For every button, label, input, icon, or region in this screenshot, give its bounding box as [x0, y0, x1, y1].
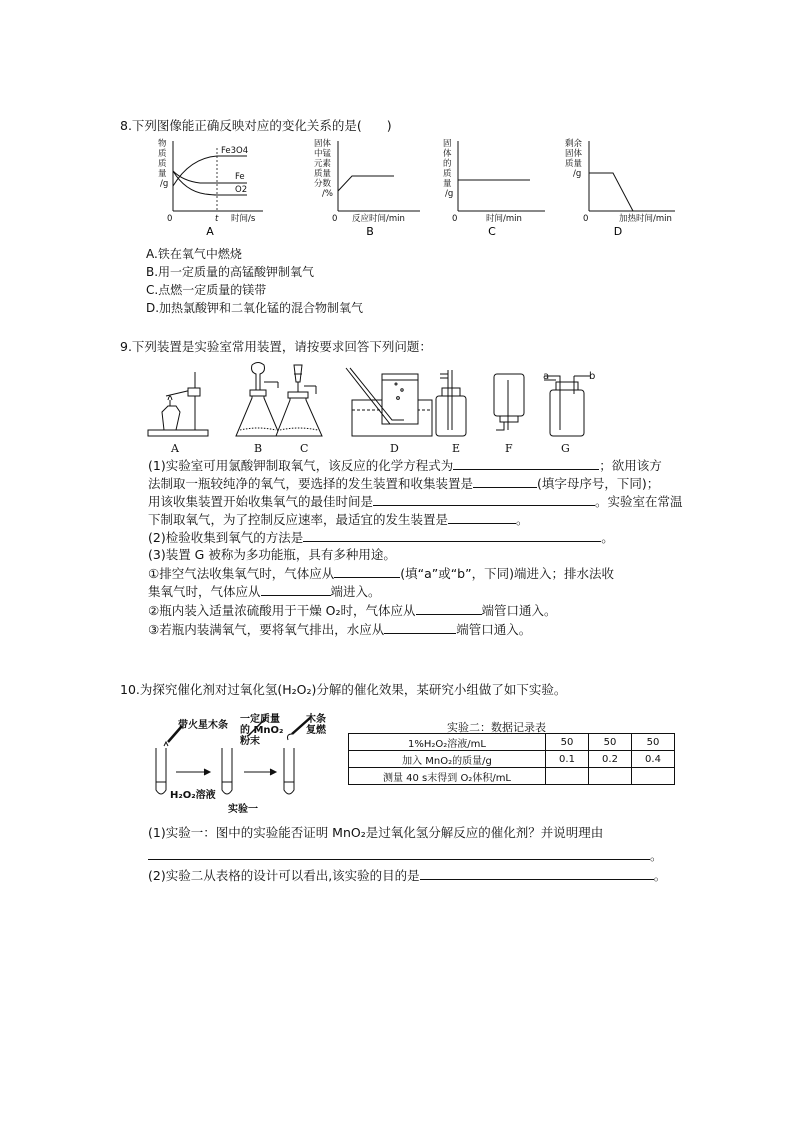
graph-b-ylabel-5: /% — [322, 189, 333, 199]
graph-a-ylabel-4: /g — [160, 179, 169, 189]
table-cell: 1%H₂O₂溶液/mL — [349, 734, 546, 751]
table-cell: 50 — [632, 734, 675, 751]
answer-blank-best-time[interactable] — [373, 492, 595, 506]
graph-b-ylabel-1: 中锰 — [314, 149, 332, 159]
graph-c-xlabel: 时间/min — [486, 214, 522, 224]
graph-b-ylabel-0: 固体 — [314, 139, 332, 149]
apparatus-label-c: C — [300, 442, 309, 455]
graph-c — [440, 136, 550, 238]
table-row — [349, 734, 675, 751]
table-cell[interactable] — [546, 768, 589, 785]
q9-line-9: ②瓶内装入适量浓硫酸用于干燥 O₂时，气体应从 端管口通入。 — [148, 603, 557, 618]
graph-a-origin: 0 — [167, 214, 173, 224]
graph-b-xlabel: 反应时间/min — [352, 214, 405, 224]
apparatus-d — [346, 368, 432, 436]
graph-d-ylabel-1: 固体 — [565, 149, 583, 159]
answer-blank-reason[interactable] — [148, 846, 650, 860]
graph-c-letter: C — [488, 225, 496, 238]
graph-c-ylabel-5: /g — [445, 189, 454, 199]
answer-blank-test-method[interactable] — [303, 528, 601, 542]
q9-line-3: 用该收集装置开始收集氧气的最佳时间是 。实验室在常温 — [148, 494, 683, 509]
q8-option-c[interactable]: C.点燃一定质量的镁带 — [146, 283, 267, 297]
q9-line-6: (3)装置 G 被称为多功能瓶，具有多种用途。 — [148, 547, 396, 562]
table-title: 实验二：数据记录表 — [447, 721, 546, 734]
graph-a-t: t — [215, 214, 219, 224]
experiment-one — [152, 712, 342, 815]
graph-d-ylabel-0: 剩余 — [565, 139, 583, 149]
q9-line-2: 法制取一瓶较纯净的氧气，要选择的发生装置和收集装置是 (填字母序号，下同)； — [148, 476, 660, 491]
exp1-caption: 实验一 — [228, 804, 258, 815]
q10-line-3: (2)实验二从表格的设计可以看出,该实验的目的是 。 — [148, 868, 667, 883]
graph-d-origin: 0 — [583, 214, 589, 224]
table-cell[interactable] — [589, 768, 632, 785]
graph-c-ylabel-0: 固 — [443, 139, 452, 149]
graph-c-ylabel-4: 量 — [443, 179, 452, 189]
graph-a-letter: A — [206, 225, 214, 238]
q10-line-1: (1)实验一：图中的实验能否证明 MnO₂是过氧化氢分解反应的催化剂？并说明理由 — [148, 825, 604, 840]
graph-d-xlabel: 加热时间/min — [619, 214, 672, 224]
table-cell: 0.4 — [632, 751, 675, 768]
q8-stem: 8.下列图像能正确反映对应的变化关系的是( ) — [120, 118, 392, 133]
apparatus-label-b: B — [254, 442, 263, 455]
apparatus-a — [148, 372, 208, 436]
graph-a-xlabel: 时间/s — [231, 214, 256, 224]
apparatus-g — [544, 376, 590, 436]
graph-b-ylabel-3: 质量 — [314, 169, 332, 179]
q8-option-b[interactable]: B.用一定质量的高锰酸钾制氧气 — [146, 265, 315, 279]
answer-blank-air-port[interactable] — [334, 564, 400, 578]
table-row — [349, 768, 675, 785]
apparatus-label-f: F — [505, 442, 513, 455]
data-table — [348, 733, 675, 785]
graph-a-curve-fe: Fe — [235, 172, 245, 182]
q9-line-7: ①排空气法收集氧气时，气体应从 (填“a”或“b”，下同)端进入；排水法收 — [148, 566, 614, 581]
table-cell: 0.2 — [589, 751, 632, 768]
answer-blank-dry-port[interactable] — [416, 601, 482, 615]
apparatus-label-e: E — [452, 442, 461, 455]
q10-stem: 10.为探究催化剂对过氧化氢(H₂O₂)分解的催化效果，某研究小组做了如下实验。 — [120, 682, 567, 697]
graph-d-ylabel-3: /g — [573, 169, 582, 179]
table-cell: 测量 40 s末得到 O₂体积/mL — [349, 768, 546, 785]
graph-d-ylabel-2: 质量 — [565, 159, 583, 169]
apparatus-e — [436, 370, 466, 436]
graph-c-origin: 0 — [452, 214, 458, 224]
g-port-a: a — [543, 371, 550, 382]
graph-b-ylabel-4: 分数 — [314, 179, 332, 189]
q9-apparatus — [140, 360, 620, 458]
graph-a — [155, 136, 265, 238]
answer-blank-water-port[interactable] — [261, 582, 331, 596]
graph-d — [563, 136, 678, 238]
graph-c-ylabel-1: 体 — [443, 149, 452, 159]
answer-blank-drain-port[interactable] — [384, 620, 456, 634]
q9-stem: 9.下列装置是实验室常用装置，请按要求回答下列问题： — [120, 339, 432, 354]
q10-line-2: 。 — [148, 846, 663, 865]
exp1-label-splint: 带火星木条 — [178, 720, 228, 731]
graph-b-ylabel-2: 元素 — [314, 159, 332, 169]
exp1-label-mno2: 一定质量 的 MnO₂ 粉末 — [240, 714, 284, 747]
table-cell: 50 — [546, 734, 589, 751]
graph-c-ylabel-3: 质 — [443, 169, 452, 179]
graph-a-ylabel-3: 量 — [158, 169, 167, 179]
apparatus-label-a: A — [171, 442, 179, 455]
graph-c-ylabel-2: 的 — [443, 159, 452, 169]
answer-blank-apparatus[interactable] — [473, 474, 537, 488]
q9-line-5: (2)检验收集到氧气的方法是 。 — [148, 530, 614, 545]
apparatus-label-g: G — [561, 442, 570, 455]
q9-line-8: 集氧气时，气体应从 端进入。 — [148, 584, 381, 599]
graph-a-ylabel-1: 质 — [158, 149, 167, 159]
graph-b — [312, 136, 422, 238]
q8-option-a[interactable]: A.铁在氧气中燃烧 — [146, 247, 242, 261]
graph-b-letter: B — [366, 225, 374, 238]
graph-d-letter: D — [613, 225, 623, 238]
answer-blank-purpose[interactable] — [420, 866, 654, 880]
apparatus-f — [494, 374, 524, 430]
table-cell: 50 — [589, 734, 632, 751]
exp1-label-relight: 木条 复燃 — [306, 714, 326, 736]
graph-b-origin: 0 — [332, 214, 338, 224]
q9-line-10: ③若瓶内装满氧气，要将氧气排出，水应从 端管口通入。 — [148, 622, 532, 637]
table-row — [349, 751, 675, 768]
graph-a-ylabel-0: 物 — [158, 139, 167, 149]
answer-blank-equation[interactable] — [453, 456, 599, 470]
exp1-label-h2o2: H₂O₂溶液 — [170, 790, 216, 801]
table-cell[interactable] — [632, 768, 675, 785]
graph-a-curve-fe3o4: Fe3O4 — [221, 146, 249, 156]
graph-a-curve-o2: O2 — [235, 185, 248, 195]
table-cell: 加入 MnO₂的质量/g — [349, 751, 546, 768]
q9-line-1: (1)实验室可用氯酸钾制取氧气，该反应的化学方程式为 ；欲用该方 — [148, 458, 662, 473]
apparatus-c — [276, 365, 322, 436]
q8-option-d[interactable]: D.加热氯酸钾和二氧化锰的混合物制氧气 — [146, 301, 364, 315]
g-port-b: b — [589, 371, 596, 382]
apparatus-b — [236, 363, 280, 437]
table-cell: 0.1 — [546, 751, 589, 768]
q9-line-4: 下制取氧气，为了控制反应速率，最适宜的发生装置是 。 — [148, 512, 529, 527]
answer-blank-generator[interactable] — [448, 510, 516, 524]
graph-a-ylabel-2: 质 — [158, 159, 167, 169]
apparatus-label-d: D — [390, 442, 399, 455]
